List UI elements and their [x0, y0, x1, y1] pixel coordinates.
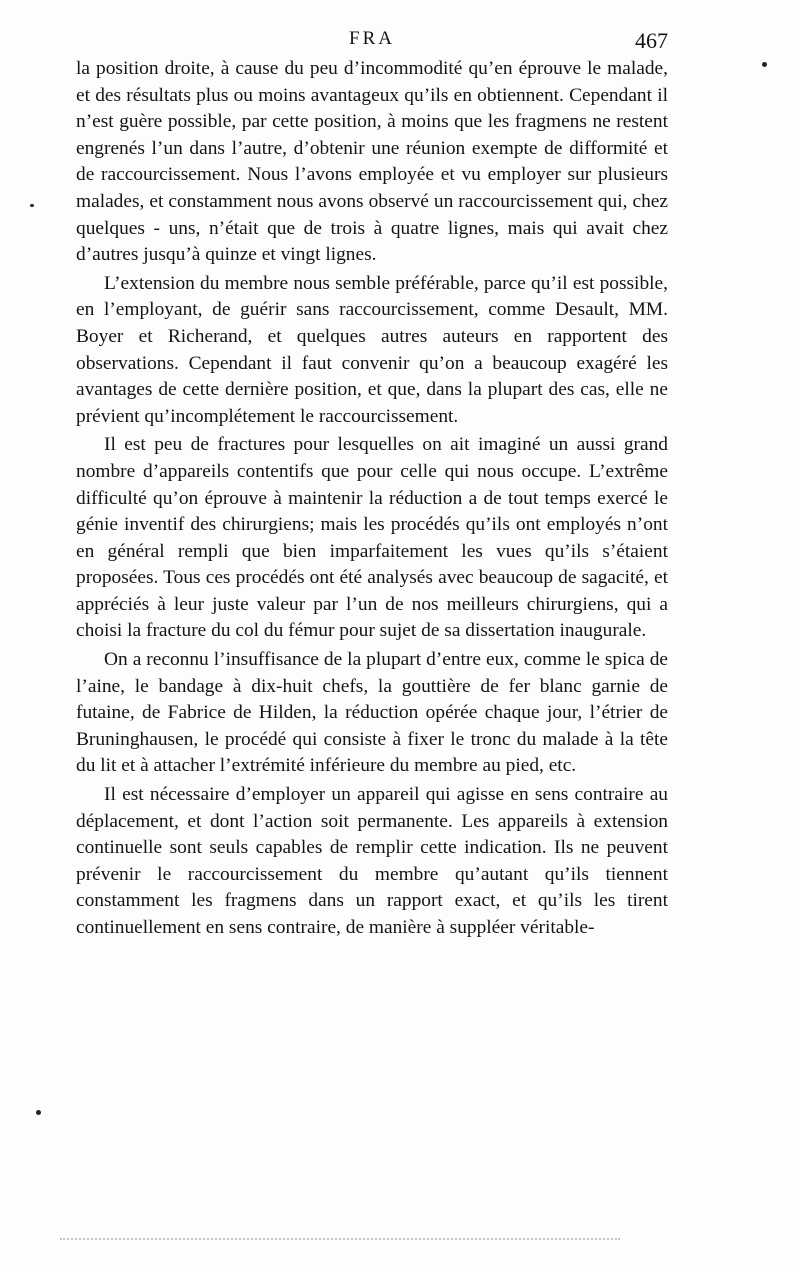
ink-speck: [36, 1110, 41, 1115]
page-number: 467: [635, 28, 668, 53]
page-header: [76, 28, 668, 56]
paragraph-extension: L’extension du membre nous semble préférable, parce qu’il est possible, en l’employant, de guérir sans raccourcissement, comme Desault, MM. Boyer et Richerand, et quelques autres auteurs en rapportent des observations. Cependant il faut convenir qu’on a beaucoup exagéré les avantages de cette dernière position, et que, dans la plupart des cas, elle ne prévient qu’incomplétement le raccourcissement.: [76, 272, 668, 427]
running-head: FRA: [349, 28, 395, 49]
paragraph-extension-continuelle: Il est nécessaire d’employer un appareil qui agisse en sens contraire au déplacement, et dont l’action soit permanente. Les appareils à extension continuelle sont seuls capables de remplir cette indication. Ils ne peuvent prévenir le raccourcissement du membre qu’autant qu’ils tiennent constamment les fragmens dans un rapport exact, et qu’ils les tirent continuellement en sens contraire, de manière à suppléer véritable-: [76, 784, 668, 938]
paragraph-position-droite: la position droite, à cause du peu d’incommodité qu’en éprouve le malade, et des résultats plus ou moins avantageux qu’ils en obtiennent. Cependant il n’est guère possible, par cette position, à moins que les fragmens ne restent engrenés l’un dans l’autre, d’obtenir une réunion exempte de difformité et de raccourcissement. Nous l’avons employée et vu employer sur plusieurs malades, et constamment nous avons observé un raccourcissement qui, chez quelques - uns, n’était que de trois à quatre lignes, mais qui avait chez d’autres jusqu’à quinze et vingt lignes.: [76, 58, 668, 266]
paragraph-insuffisance: On a reconnu l’insuffisance de la plupart d’entre eux, comme le spica de l’aine, le bandage à dix-huit chefs, la gouttière de fer blanc garnie de futaine, de Fabrice de Hilden, la réduction opérée chaque jour, l’étrier de Bruninghausen, le procédé qui consiste à fixer le tronc du malade à la tête du lit et à attacher l’extrémité inférieure du membre au pied, etc.: [76, 649, 668, 777]
bleed-through-line: [60, 1238, 620, 1240]
ink-speck: [762, 62, 767, 67]
body-text: [76, 56, 668, 942]
paragraph-appareils: Il est peu de fractures pour lesquelles on ait imaginé un aussi grand nombre d’appareils contentifs que pour celle qui nous occupe. L’extrême difficulté qu’on éprouve à maintenir la réduction a de tout temps exercé le génie inventif des chirurgiens; mais les procédés qu’ils ont employés n’ont en général rempli que bien imparfaitement les vues qu’ils s’étaient proposées. Tous ces procédés ont été analysés avec beaucoup de sagacité, et appréciés à leur juste valeur par l’un de nos meilleurs chirurgiens, qui a choisi la fracture du col du fémur pour sujet de sa dissertation inaugurale.: [76, 434, 668, 642]
ink-speck: [30, 204, 34, 207]
